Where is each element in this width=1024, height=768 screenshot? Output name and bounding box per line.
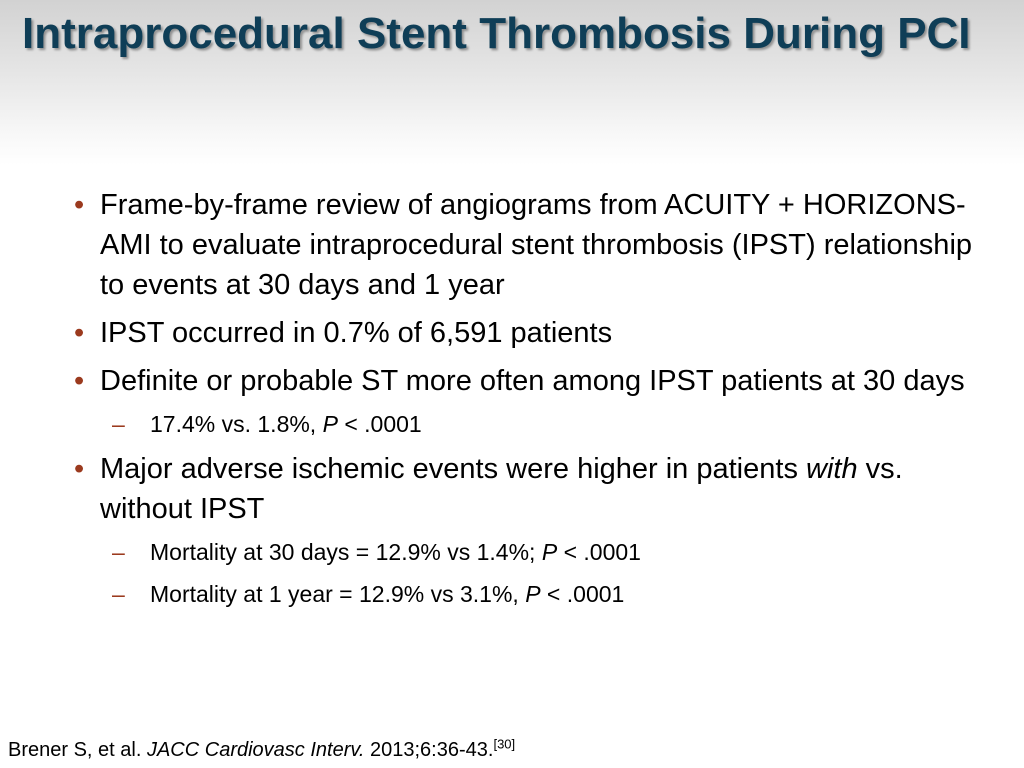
slide-content [70, 185, 980, 621]
sub-bullet-text-pre: 17.4% vs. 1.8%, [150, 411, 323, 437]
bullet-marker: • [74, 317, 85, 349]
bullet-marker: • [74, 189, 85, 221]
slide-title: Intraprocedural Stent Thrombosis During PCI [22, 9, 971, 58]
sub-bullet-text-italic: P [322, 411, 338, 437]
sub-bullet-text-italic: P [525, 581, 541, 607]
bullet-marker: • [74, 365, 85, 397]
citation [8, 737, 515, 763]
sub-bullet-item [70, 409, 980, 439]
sub-bullet-text-post: < .0001 [337, 411, 422, 437]
sub-bullet-text-pre: Mortality at 1 year = 12.9% vs 3.1%, [150, 581, 526, 607]
sub-bullet-marker: – [112, 411, 125, 437]
bullet-item [70, 185, 980, 305]
bullet-item [70, 361, 980, 401]
title-band [0, 0, 1024, 165]
sub-bullet-marker: – [112, 581, 125, 607]
bullet-text: Frame-by-frame review of angiograms from ACUITY + HORIZONS-AMI to evaluate intraprocedural stent thrombosis (IPST) relationship to events at 30 days and 1 year [100, 189, 973, 301]
sub-bullet-text-pre: Mortality at 30 days = 12.9% vs 1.4%; [150, 539, 542, 565]
sub-bullet-marker: – [112, 539, 125, 565]
bullet-item [70, 313, 980, 353]
sub-bullet-text-italic: P [541, 539, 558, 565]
citation-journal: JACC Cardiovasc Interv. [146, 739, 365, 761]
citation-details: 2013;6:36-43. [364, 739, 494, 761]
sub-bullet-list [70, 537, 980, 609]
sub-bullet-text-post: < .0001 [540, 581, 625, 607]
sub-bullet-item [70, 537, 980, 567]
citation-authors: Brener S, et al. [8, 739, 147, 761]
sub-bullet-item [70, 579, 980, 609]
bullet-marker: • [74, 453, 85, 485]
bullet-text: Definite or probable ST more often among IPST patients at 30 days [100, 365, 965, 397]
bullet-text: IPST occurred in 0.7% of 6,591 patients [100, 317, 613, 349]
citation-ref: [30] [493, 736, 516, 752]
bullet-text-pre: Major adverse ischemic events were higher in patients [100, 453, 806, 485]
bullet-text-italic: with [806, 453, 858, 485]
bullet-text-post: vs. without IPST [100, 453, 903, 525]
bullet-item [70, 449, 980, 529]
sub-bullet-text-post: < .0001 [557, 539, 641, 565]
